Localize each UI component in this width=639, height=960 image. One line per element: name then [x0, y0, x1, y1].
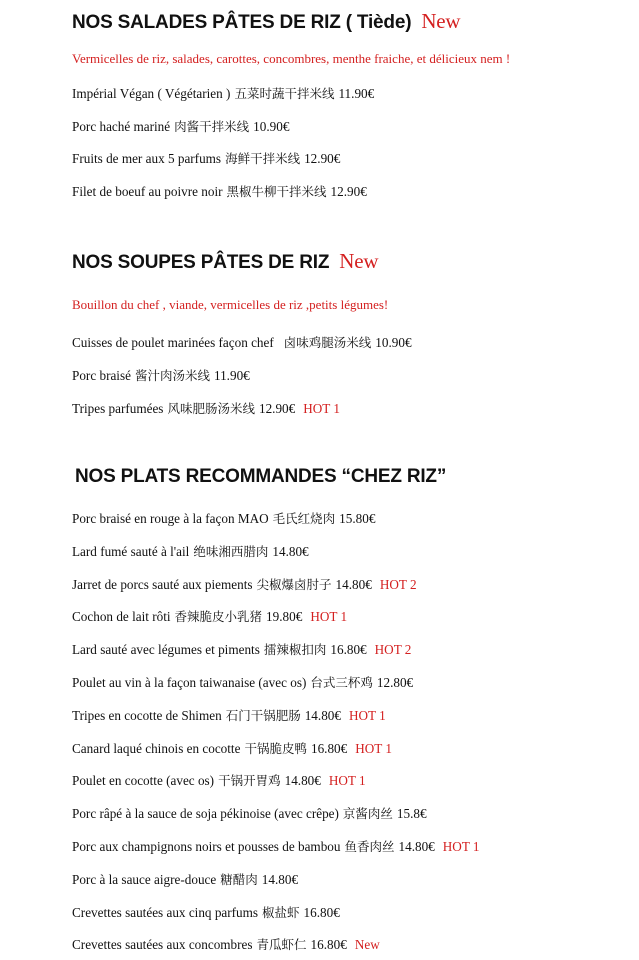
menu-item [72, 870, 298, 888]
menu-item [72, 84, 374, 102]
item-name: Lard sauté avec légumes et piments [72, 642, 260, 658]
menu-item [72, 575, 417, 593]
spicy-level-badge: HOT 1 [328, 773, 366, 789]
item-name: Poulet au vin à la façon taiwanaise (avec os) [72, 675, 307, 690]
menu-item [72, 837, 480, 855]
item-name: Porc à la sauce aigre-douce [72, 871, 217, 887]
item-chinese-name: 椒盐虾 [262, 904, 300, 920]
item-chinese-name: 五菜时蔬干拌米线 [234, 86, 335, 101]
item-chinese-name: 卤味鸡腿汤米线 [283, 335, 372, 350]
item-price: 14.80€ [398, 839, 435, 854]
item-price: 14.80€ [304, 707, 341, 723]
item-chinese-name: 香辣脆皮小乳猪 [174, 609, 263, 625]
item-price: 10.90€ [253, 119, 290, 134]
item-name: Canard laqué chinois en cocotte [72, 740, 241, 756]
spicy-level-badge: HOT 1 [303, 401, 340, 416]
item-price: 19.80€ [266, 609, 303, 625]
menu-item [72, 509, 375, 527]
item-chinese-name: 风味肥肠汤米线 [167, 401, 255, 416]
item-name: Jarret de porcs sauté aux piements [72, 576, 253, 592]
item-chinese-name: 台式三杯鸡 [310, 675, 373, 690]
item-name: Crevettes sautées aux cinq parfums [72, 904, 259, 920]
menu-item [72, 182, 367, 200]
menu-item [72, 542, 309, 560]
item-chinese-name: 鱼香肉丝 [344, 839, 395, 854]
section-1-description: Vermicelles de riz, salades, carottes, concombres, menthe fraiche, et délicieux nem ! [72, 51, 511, 66]
item-name: Cochon de lait rôti [72, 609, 171, 625]
item-name: Porc haché mariné [72, 119, 171, 134]
item-name: Crevettes sautées aux concombres [72, 937, 253, 953]
spicy-level-badge: HOT 1 [348, 707, 386, 723]
item-price: 16.80€ [330, 642, 367, 658]
item-price: 14.80€ [261, 871, 299, 887]
item-chinese-name: 糖醋肉 [220, 871, 258, 887]
item-price: 15.8€ [396, 806, 427, 822]
item-price: 12.80€ [376, 675, 414, 690]
menu-item [72, 333, 412, 351]
item-price: 12.90€ [258, 401, 296, 416]
item-name: Porc aux champignons noirs et pousses de bambou [72, 839, 341, 854]
section-2-title [72, 249, 378, 274]
item-chinese-name: 酱汁肉汤米线 [134, 368, 210, 383]
item-chinese-name: 京酱肉丝 [342, 806, 393, 822]
spicy-level-badge: HOT 1 [355, 740, 392, 756]
section-2-title-text: NOS SOUPES PÂTES DE RIZ [72, 252, 330, 273]
item-name: Impérial Végan ( Végétarien ) [72, 86, 231, 101]
menu-item [72, 640, 411, 658]
item-price: 10.90€ [375, 335, 412, 350]
section-2-new-badge: New [339, 249, 379, 273]
item-name: Porc râpé à la sauce de soja pékinoise (avec crêpe) [72, 806, 339, 822]
item-name: Porc braisé [72, 368, 131, 383]
item-name: Poulet en cocotte (avec os) [72, 773, 215, 789]
item-price: 11.90€ [338, 86, 375, 101]
item-price: 14.80€ [335, 576, 372, 592]
menu-item [72, 771, 366, 789]
item-name: Porc braisé en rouge à la façon MAO [72, 511, 269, 526]
item-chinese-name: 干锅开胃鸡 [218, 773, 281, 789]
item-chinese-name: 干锅脆皮鸭 [244, 740, 307, 756]
item-chinese-name: 海鲜干拌米线 [225, 151, 301, 166]
section-3-title [75, 466, 446, 488]
menu-item [72, 366, 250, 384]
spicy-level-badge: HOT 2 [374, 642, 412, 658]
menu-item [72, 673, 413, 691]
menu-item [72, 903, 340, 921]
item-price: 16.80€ [310, 740, 348, 756]
section-1-title [72, 9, 460, 34]
item-chinese-name: 毛氏红烧肉 [272, 511, 336, 526]
spicy-level-badge: HOT 1 [442, 839, 480, 854]
menu-item [72, 149, 340, 167]
menu-item [72, 706, 386, 724]
item-price: 12.90€ [330, 184, 367, 199]
item-name: Lard fumé sauté à l'ail [72, 543, 190, 559]
section-1-new-badge: New [421, 9, 461, 33]
item-price: 14.80€ [284, 773, 321, 789]
new-badge: New [354, 937, 380, 953]
item-name: Tripes en cocotte de Shimen [72, 707, 222, 723]
item-name: Fruits de mer aux 5 parfums [72, 151, 222, 166]
item-price: 11.90€ [213, 368, 250, 383]
item-chinese-name: 绝味湘西腊肉 [193, 543, 269, 559]
menu-item [72, 804, 427, 822]
menu-item [72, 117, 289, 135]
menu-item [72, 935, 380, 953]
item-price: 16.80€ [303, 904, 340, 920]
section-3-title-text: NOS PLATS RECOMMANDES “CHEZ RIZ” [75, 466, 447, 487]
item-chinese-name: 尖椒爆卤肘子 [256, 576, 332, 592]
menu-item [72, 399, 340, 417]
item-chinese-name: 青瓜虾仁 [256, 937, 307, 953]
item-price: 14.80€ [272, 543, 309, 559]
spicy-level-badge: HOT 2 [379, 576, 417, 592]
item-name: Cuisses de poulet marinées façon chef [72, 335, 274, 350]
menu-item [72, 607, 347, 625]
section-1-title-text: NOS SALADES PÂTES DE RIZ ( Tiède) [72, 12, 412, 33]
item-chinese-name: 石门干锅肥肠 [225, 707, 301, 723]
item-chinese-name: 擂辣椒扣肉 [263, 642, 327, 658]
item-chinese-name: 肉酱干拌米线 [174, 119, 250, 134]
spicy-level-badge: HOT 1 [310, 609, 348, 625]
menu-item [72, 739, 392, 757]
item-chinese-name: 黑椒牛柳干拌米线 [226, 184, 327, 199]
item-name: Filet de boeuf au poivre noir [72, 184, 223, 199]
item-price: 15.80€ [339, 511, 376, 526]
item-name: Tripes parfumées [72, 401, 164, 416]
section-2-description: Bouillon du chef , viande, vermicelles de riz ,petits légumes! [72, 297, 389, 312]
item-price: 16.80€ [310, 937, 347, 953]
item-price: 12.90€ [304, 151, 341, 166]
